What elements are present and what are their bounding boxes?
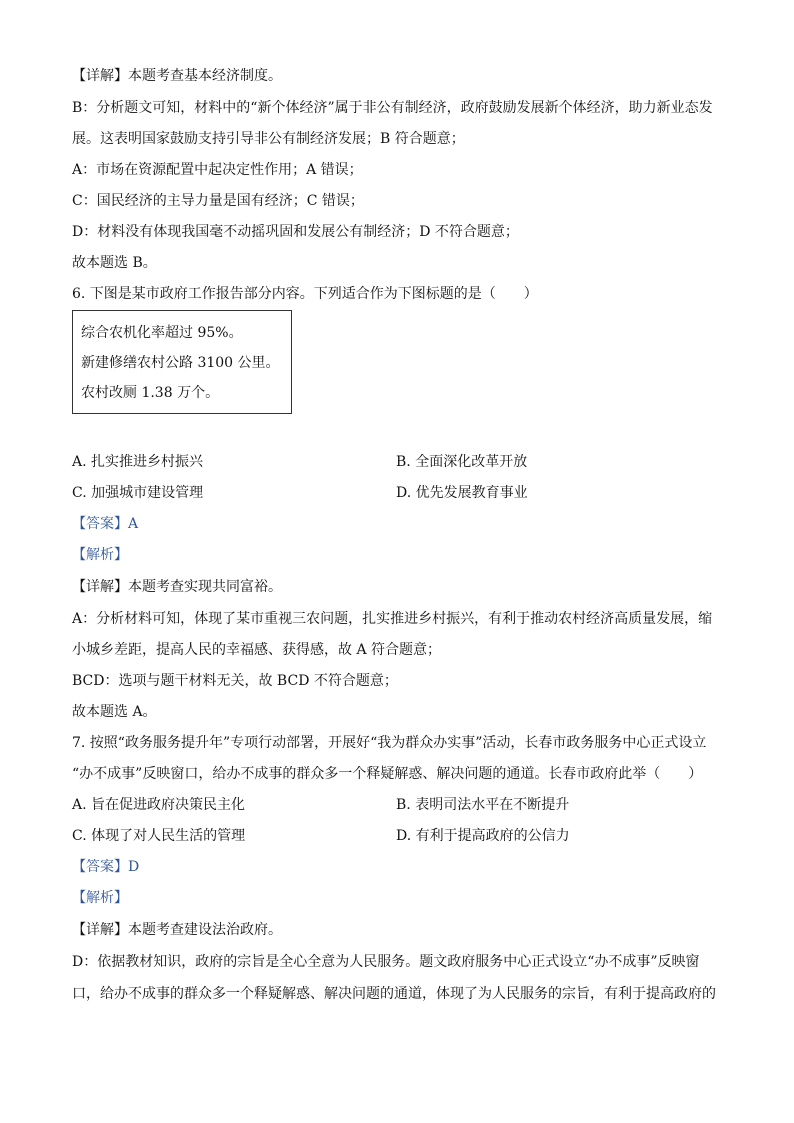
q6-material-line-2: 新建修缮农村公路 3100 公里。 [81,355,280,371]
q6-material-line-3: 农村改厕 1.38 万个。 [81,385,220,401]
q6-option-d: D. 优先发展教育事业 [396,485,528,501]
q7-stem-line2: “办不成事”反映窗口，给办不成事的群众多一个释疑解惑、解决问题的通道。长春市政府此举（ ） [72,766,703,782]
q7-answer: 【答案】D [72,859,140,875]
q5-option-b-analysis-line1: B：分析题文可知，材料中的“新个体经济”属于非公有制经济，政府鼓励发展新个体经济，助力新业态发 [72,100,713,116]
q6-conclusion: 故本题选 A。 [72,704,157,720]
q7-option-d-analysis-line2: 口，给办不成事的群众多一个释疑解惑、解决问题的通道，体现了为人民服务的宗旨，有利于提高政府的 [72,986,716,1002]
q6-answer: 【答案】A [72,516,139,532]
q6-option-bcd-analysis: BCD：选项与题干材料无关，故 BCD 不符合题意； [72,673,398,689]
q6-stem: 6. 下图是某市政府工作报告部分内容。下列适合作为下图标题的是（ ） [72,286,538,302]
q6-option-b: B. 全面深化改革开放 [396,454,528,470]
q5-option-c-analysis: C：国民经济的主导力量是国有经济；C 错误； [72,193,364,209]
q7-option-d: D. 有利于提高政府的公信力 [396,828,570,844]
q5-detail-intro: 【详解】本题考查基本经济制度。 [72,68,282,84]
q7-option-c: C. 体现了对人民生活的管理 [72,828,246,844]
q6-material-line-1: 综合农机化率超过 95%。 [81,325,243,341]
q7-analysis-label: 【解析】 [72,890,128,906]
q6-option-a-analysis-line2: 小城乡差距，提高人民的幸福感、获得感，故 A 符合题意； [72,642,442,658]
q7-option-b: B. 表明司法水平在不断提升 [396,797,570,813]
q5-option-a-analysis: A：市场在资源配置中起决定性作用；A 错误； [72,162,363,178]
q5-option-b-analysis-line2: 展。这表明国家鼓励支持引导非公有制经济发展；B 符合题意； [72,131,465,147]
q6-detail: 【详解】本题考查实现共同富裕。 [72,579,282,595]
q6-analysis-label: 【解析】 [72,547,128,563]
q6-option-a-analysis-line1: A：分析材料可知，体现了某市重视三农问题，扎实推进乡村振兴，有利于推动农村经济高质量发展，缩 [72,611,713,627]
q6-material-box [72,310,292,414]
q5-conclusion: 故本题选 B。 [72,255,157,271]
q6-option-a: A. 扎实推进乡村振兴 [72,454,204,470]
q5-option-d-analysis: D：材料没有体现我国毫不动摇巩固和发展公有制经济；D 不符合题意； [72,224,519,240]
q7-stem-line1: 7. 按照“政务服务提升年”专项行动部署，开展好“我为群众办实事”活动，长春市政务服务中心正式设立 [72,735,707,751]
q7-option-d-analysis-line1: D：依据教材知识，政府的宗旨是全心全意为人民服务。题文政府服务中心正式设立“办不成事”反映窗 [72,954,700,970]
q7-detail: 【详解】本题考查建设法治政府。 [72,922,282,938]
q7-option-a: A. 旨在促进政府决策民主化 [72,797,246,813]
q6-option-c: C. 加强城市建设管理 [72,485,204,501]
